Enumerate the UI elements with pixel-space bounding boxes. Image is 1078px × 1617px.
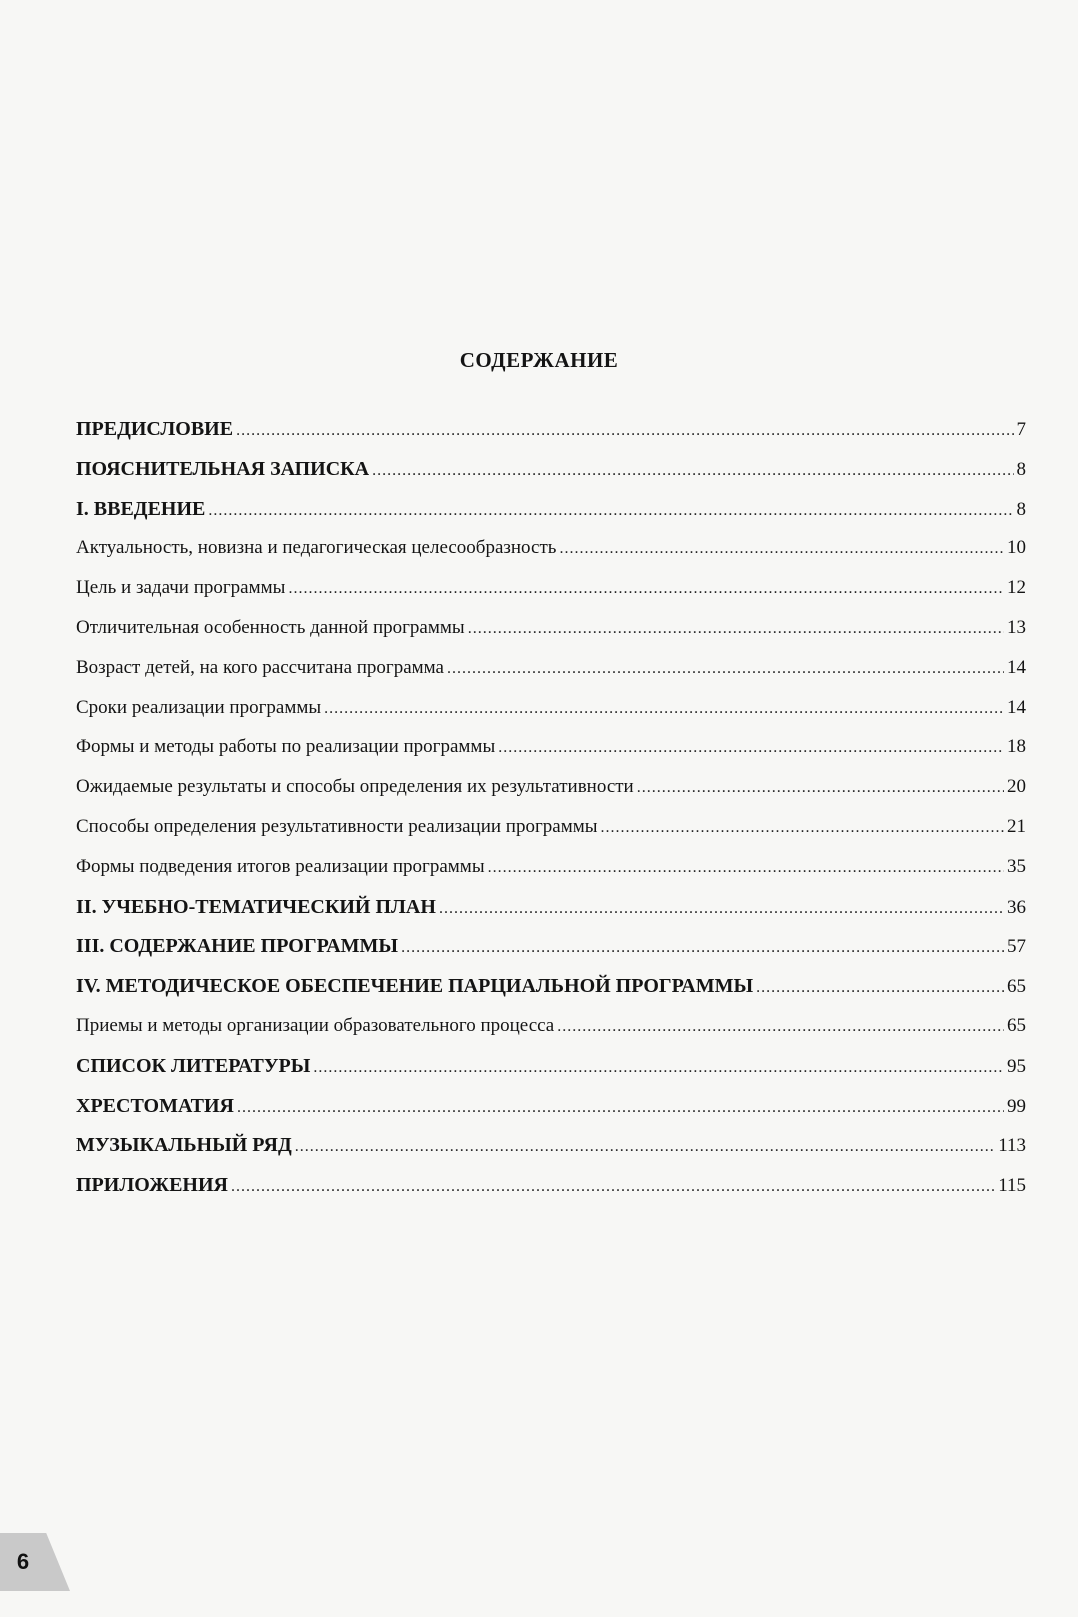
toc-leader-dots — [559, 540, 1004, 558]
toc-entry-label: ПОЯСНИТЕЛЬНАЯ ЗАПИСКА — [76, 457, 370, 480]
toc-leader-dots — [601, 819, 1004, 837]
toc-entry-page: 35 — [1007, 855, 1026, 877]
toc-entry-label: МУЗЫКАЛЬНЫЙ РЯД — [76, 1134, 292, 1157]
toc-entry-page: 8 — [1016, 458, 1026, 480]
toc-entry-label: I. ВВЕДЕНИЕ — [76, 497, 206, 520]
page-number: 6 — [16, 1549, 30, 1574]
toc-entry-page: 7 — [1016, 419, 1026, 440]
toc-entry-label: ПРИЛОЖЕНИЯ — [76, 1174, 228, 1197]
toc-leader-dots — [208, 502, 1013, 520]
toc-entry-label: Способы определения результативности реализации программы — [76, 815, 598, 837]
toc-entry-page: 113 — [998, 1135, 1026, 1157]
toc-entry-page: 8 — [1016, 498, 1026, 520]
toc-entry — [76, 816, 1026, 856]
toc-leader-dots — [236, 422, 1013, 440]
toc-leader-dots — [439, 900, 1004, 918]
toc-entry-page: 65 — [1007, 1014, 1026, 1036]
toc-entry — [76, 1095, 1026, 1135]
toc-entry-page: 20 — [1007, 776, 1026, 798]
toc-entry — [76, 498, 1026, 538]
toc-entry — [76, 617, 1026, 657]
toc-entry-page: 18 — [1007, 736, 1026, 758]
toc-list — [76, 418, 1026, 1214]
toc-entry — [76, 896, 1026, 936]
toc-entry — [76, 577, 1026, 617]
toc-entry-label: Приемы и методы организации образовательного процесса — [76, 1014, 555, 1036]
toc-leader-dots — [401, 939, 1004, 957]
toc-entry-label: Актуальность, новизна и педагогическая целесообразность — [76, 537, 557, 559]
toc-entry-page: 57 — [1007, 936, 1026, 958]
toc-entry — [76, 935, 1026, 975]
toc-leader-dots — [313, 1059, 1004, 1077]
toc-entry — [76, 458, 1026, 498]
toc-entry — [76, 776, 1026, 816]
toc-leader-dots — [231, 1178, 995, 1196]
toc-entry-page: 10 — [1007, 537, 1026, 559]
toc-entry-label: Формы и методы работы по реализации программы — [76, 736, 496, 758]
toc-leader-dots — [488, 859, 1004, 877]
toc-entry-page: 36 — [1007, 896, 1026, 918]
toc-entry — [76, 697, 1026, 737]
toc-entry — [76, 1055, 1026, 1095]
toc-entry — [76, 1134, 1026, 1174]
toc-entry-page: 21 — [1007, 815, 1026, 837]
toc-leader-dots — [324, 700, 1004, 718]
toc-leader-dots — [288, 580, 1004, 598]
toc-leader-dots — [468, 620, 1004, 638]
toc-entry-page: 12 — [1007, 577, 1026, 599]
toc-entry — [76, 657, 1026, 697]
toc-entry — [76, 418, 1026, 458]
toc-entry-label: СПИСОК ЛИТЕРАТУРЫ — [76, 1054, 311, 1077]
toc-entry-page: 95 — [1007, 1055, 1026, 1077]
toc-entry — [76, 856, 1026, 896]
toc-entry-label: Ожидаемые результаты и способы определения их результативности — [76, 776, 634, 798]
toc-entry-page: 115 — [998, 1175, 1026, 1197]
toc-entry — [76, 1174, 1026, 1214]
toc-entry — [76, 975, 1026, 1015]
toc-entry — [76, 736, 1026, 776]
toc-entry-page: 13 — [1007, 616, 1026, 638]
toc-entry-label: Цель и задачи программы — [76, 577, 286, 599]
toc-entry-label: ХРЕСТОМАТИЯ — [76, 1094, 234, 1117]
toc-entry-label: III. СОДЕРЖАНИЕ ПРОГРАММЫ — [76, 935, 399, 958]
toc-entry-label: Сроки реализации программы — [76, 696, 322, 718]
toc-entry-label: Возраст детей, на кого рассчитана программа — [76, 656, 444, 678]
toc-leader-dots — [237, 1099, 1004, 1117]
toc-leader-dots — [637, 779, 1004, 797]
toc-entry-label: ПРЕДИСЛОВИЕ — [76, 418, 234, 440]
toc-entry — [76, 1015, 1026, 1055]
toc-entry-page: 14 — [1007, 696, 1026, 718]
toc-entry-page: 65 — [1007, 976, 1026, 998]
toc-leader-dots — [447, 660, 1004, 678]
toc-entry-label: Формы подведения итогов реализации программы — [76, 855, 485, 877]
toc-entry-label: IV. МЕТОДИЧЕСКОЕ ОБЕСПЕЧЕНИЕ ПАРЦИАЛЬНОЙ ПРОГРАММЫ — [76, 975, 754, 998]
toc-leader-dots — [372, 462, 1013, 480]
toc-entry — [76, 537, 1026, 577]
toc-entry-label: II. УЧЕБНО-ТЕМАТИЧЕСКИЙ ПЛАН — [76, 895, 436, 918]
toc-entry-page: 99 — [1007, 1095, 1026, 1117]
toc-leader-dots — [557, 1018, 1004, 1036]
toc-heading: СОДЕРЖАНИЕ — [459, 348, 619, 372]
toc-entry-label: Отличительная особенность данной программы — [76, 616, 465, 638]
toc-leader-dots — [498, 739, 1004, 757]
toc-leader-dots — [295, 1138, 995, 1156]
toc-entry-page: 14 — [1007, 656, 1026, 678]
toc-leader-dots — [756, 979, 1004, 997]
